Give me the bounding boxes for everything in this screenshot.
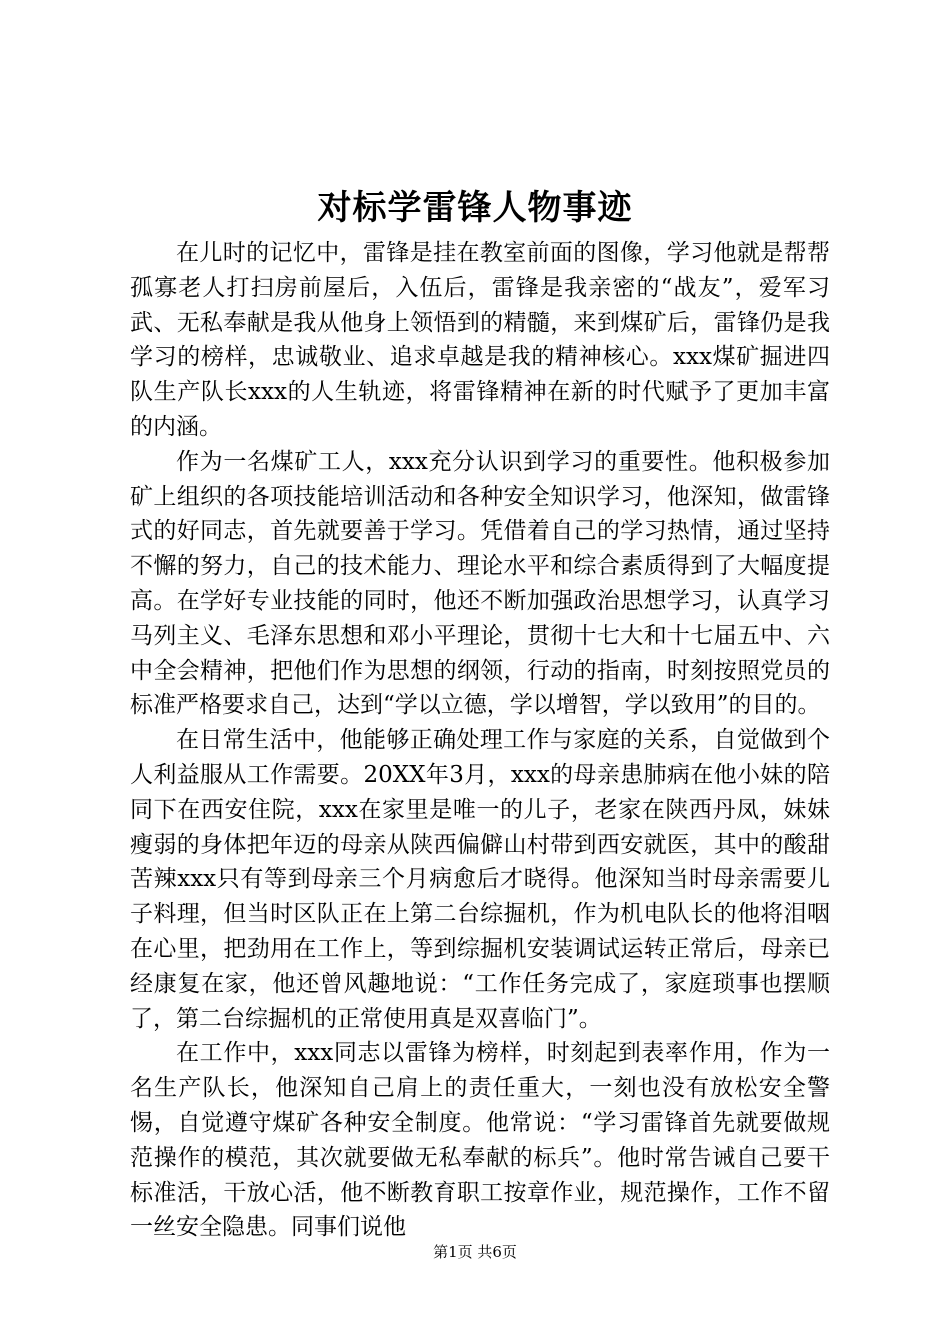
document-body (130, 236, 830, 1245)
page-footer (0, 1240, 950, 1264)
paragraph-3: 在日常生活中，他能够正确处理工作与家庭的关系，自觉做到个人利益服从工作需要。20XX年3月，xxx的母亲患肺病在他小妹的陪同下在西安住院，xxx在家里是唯一的儿子，老家在陕西丹凤，妹妹瘦弱的身体把年迈的母亲从陕西偏僻山村带到西安就医，其中的酸甜苦辣xxx只有等到母亲三个月病愈后才晓得。他深知当时母亲需要儿子料理，但当时区队正在上第二台综掘机，作为机电队长的他将泪咽在心里，把劲用在工作上，等到综掘机安装调试运转正常后，母亲已经康复在家，他还曾风趣地说：“工作任务完成了，家庭琐事也摆顺了，第二台综掘机的正常使用真是双喜临门”。 (130, 727, 830, 1032)
paragraph-1: 在儿时的记忆中，雷锋是挂在教室前面的图像，学习他就是帮帮孤寡老人打扫房前屋后，入伍后，雷锋是我亲密的“战友”，爱军习武、无私奉献是我从他身上领悟到的精髓，来到煤矿后，雷锋仍是我学习的榜样，忠诚敬业、追求卓越是我的精神核心。xxx煤矿掘进四队生产队长xxx的人生轨迹，将雷锋精神在新的时代赋予了更加丰富的内涵。 (130, 240, 830, 440)
paragraph-4: 在工作中，xxx同志以雷锋为榜样，时刻起到表率作用，作为一名生产队长，他深知自己肩上的责任重大，一刻也没有放松安全警惕，自觉遵守煤矿各种安全制度。他常说：“学习雷锋首先就要做规范操作的模范，其次就要做无私奉献的标兵”。他时常告诫自己要干标准活，干放心活，他不断教育职工按章作业，规范操作，工作不留一丝安全隐患。同事们说他 (130, 1040, 830, 1241)
document-title: 对标学雷锋人物事迹 (317, 188, 633, 228)
page-indicator: 第1页 共6页 (433, 1243, 517, 1261)
paragraph-2: 作为一名煤矿工人，xxx充分认识到学习的重要性。他积极参加矿上组织的各项技能培训活动和各种安全知识学习，他深知，做雷锋式的好同志，首先就要善于学习。凭借着自己的学习热情，通过坚持不懈的努力，自己的技术能力、理论水平和综合素质得到了大幅度提高。在学好专业技能的同时，他还不断加强政治思想学习，认真学习马列主义、毛泽东思想和邓小平理论，贯彻十七大和十七届五中、六中全会精神，把他们作为思想的纲领，行动的指南，时刻按照党员的标准严格要求自己，达到“学以立德，学以增智，学以致用”的目的。 (130, 448, 830, 719)
